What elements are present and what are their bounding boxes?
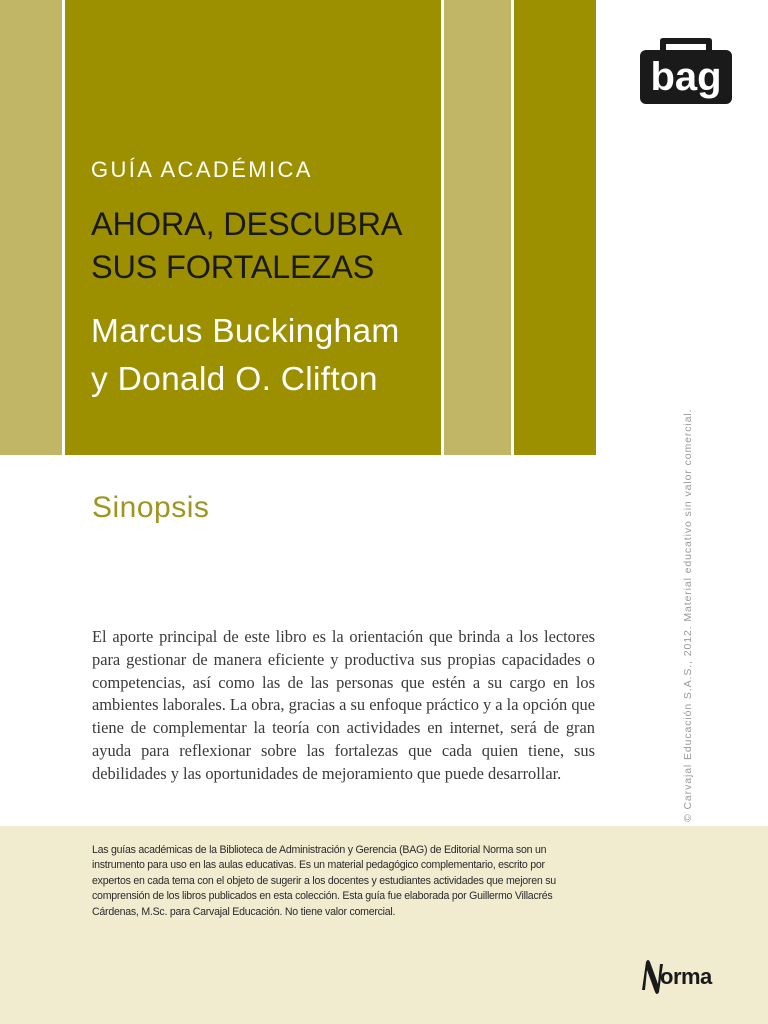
author-line: y Donald O. Clifton — [91, 361, 378, 398]
briefcase-handle-icon — [660, 38, 712, 50]
decorative-stripe-middle — [444, 0, 511, 455]
author-line: Marcus Buckingham — [91, 313, 400, 350]
book-authors — [91, 308, 400, 404]
book-title-line: AHORA, DESCUBRA — [91, 206, 403, 242]
synopsis-paragraph: El aporte principal de este libro es la orientación que brinda a los lectores para gestionar de manera eficiente y productiva sus propias capacidades o competencias, así como las de las personas que estén a su cargo en los ambientes laborales. La obra, gracias a su enfoque práctico y a la opción que tiene de complementar la teoría con actividades en internet, será de gran ayuda para reflexionar sobre las fortalezas que cada quien tiene, sus debilidades y las oportunidades de mejoramiento que puede desarrollar. — [92, 627, 595, 783]
norma-wordmark: orma — [660, 964, 712, 989]
book-title-line: SUS FORTALEZAS — [91, 249, 375, 285]
decorative-stripe-right — [514, 0, 596, 455]
logo-text: bag — [650, 55, 722, 99]
bag-logo — [640, 38, 732, 104]
book-title — [91, 203, 402, 289]
copyright-note: © Carvajal Educación S.A.S., 2012. Material educativo sin valor comercial. — [682, 408, 694, 822]
decorative-stripe-left — [0, 0, 62, 455]
guide-label: GUÍA ACADÉMICA — [91, 157, 313, 182]
norma-logo — [636, 950, 736, 1000]
footer-note: Las guías académicas de la Biblioteca de Administración y Gerencia (BAG) de Editorial Norma son un instrumento para uso en las aulas educativas. Es un material pedagógico complementario, escrito por expertos en cada tema con el objeto de sugerir a los docentes y estudiantes actividades que mejoren su comprensión de los libros publicados en esta colección. Esta guía fue elaborada por Guillermo Villacrés Cárdenas, M.Sc. para Carvajal Educación. No tiene valor comercial. — [92, 844, 556, 918]
section-heading: Sinopsis — [92, 491, 210, 524]
